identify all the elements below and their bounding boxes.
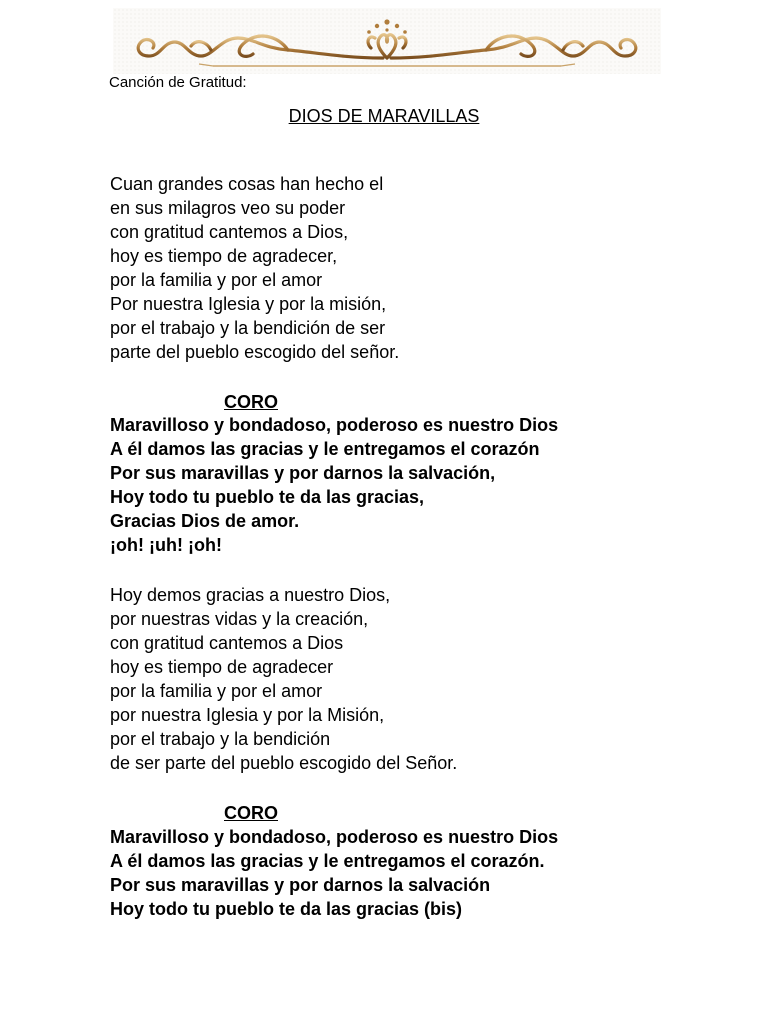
chorus-line: A él damos las gracias y le entregamos el corazón. bbox=[110, 851, 545, 871]
verse-line: por el trabajo y la bendición bbox=[110, 729, 331, 749]
chorus-line: Gracias Dios de amor. bbox=[110, 511, 300, 531]
chorus-line: ¡oh! ¡uh! ¡oh! bbox=[110, 535, 222, 555]
verse-line: Cuan grandes cosas han hecho el bbox=[110, 174, 384, 194]
verse-line: hoy es tiempo de agradecer, bbox=[110, 246, 338, 266]
chorus-heading: CORO bbox=[224, 392, 278, 412]
chorus-line: Hoy todo tu pueblo te da las gracias, bbox=[110, 487, 425, 507]
verse-line: en sus milagros veo su poder bbox=[110, 198, 346, 218]
chorus-line: Por sus maravillas y por darnos la salvación bbox=[110, 875, 491, 895]
header-banner bbox=[113, 8, 661, 74]
verse-line: con gratitud cantemos a Dios, bbox=[110, 222, 349, 242]
ornamental-scroll-icon bbox=[113, 8, 661, 74]
song-title: DIOS DE MARAVILLAS bbox=[288, 106, 480, 126]
verse-line: por nuestras vidas y la creación, bbox=[110, 609, 369, 629]
chorus-line: Maravilloso y bondadoso, poderoso es nuestro Dios bbox=[110, 827, 559, 847]
chorus-line: A él damos las gracias y le entregamos el corazón bbox=[110, 439, 540, 459]
chorus-line: Por sus maravillas y por darnos la salvación, bbox=[110, 463, 496, 483]
verse-line: con gratitud cantemos a Dios bbox=[110, 633, 344, 653]
verse-line: hoy es tiempo de agradecer bbox=[110, 657, 334, 677]
chorus-heading: CORO bbox=[224, 803, 278, 823]
verse-2 bbox=[110, 583, 457, 775]
chorus-1 bbox=[110, 413, 558, 557]
chorus-line: Maravilloso y bondadoso, poderoso es nuestro Dios bbox=[110, 415, 559, 435]
verse-line: por la familia y por el amor bbox=[110, 681, 323, 701]
verse-line: Por nuestra Iglesia y por la misión, bbox=[110, 294, 387, 314]
song-subtitle: Canción de Gratitud: bbox=[109, 74, 247, 91]
chorus-2 bbox=[110, 825, 558, 921]
verse-line: por el trabajo y la bendición de ser bbox=[110, 318, 386, 338]
chorus-line: Hoy todo tu pueblo te da las gracias (bis) bbox=[110, 899, 463, 919]
verse-line: Hoy demos gracias a nuestro Dios, bbox=[110, 585, 391, 605]
verse-1 bbox=[110, 172, 399, 364]
verse-line: parte del pueblo escogido del señor. bbox=[110, 342, 400, 362]
verse-line: de ser parte del pueblo escogido del Señor. bbox=[110, 753, 458, 773]
verse-line: por la familia y por el amor bbox=[110, 270, 323, 290]
verse-line: por nuestra Iglesia y por la Misión, bbox=[110, 705, 385, 725]
